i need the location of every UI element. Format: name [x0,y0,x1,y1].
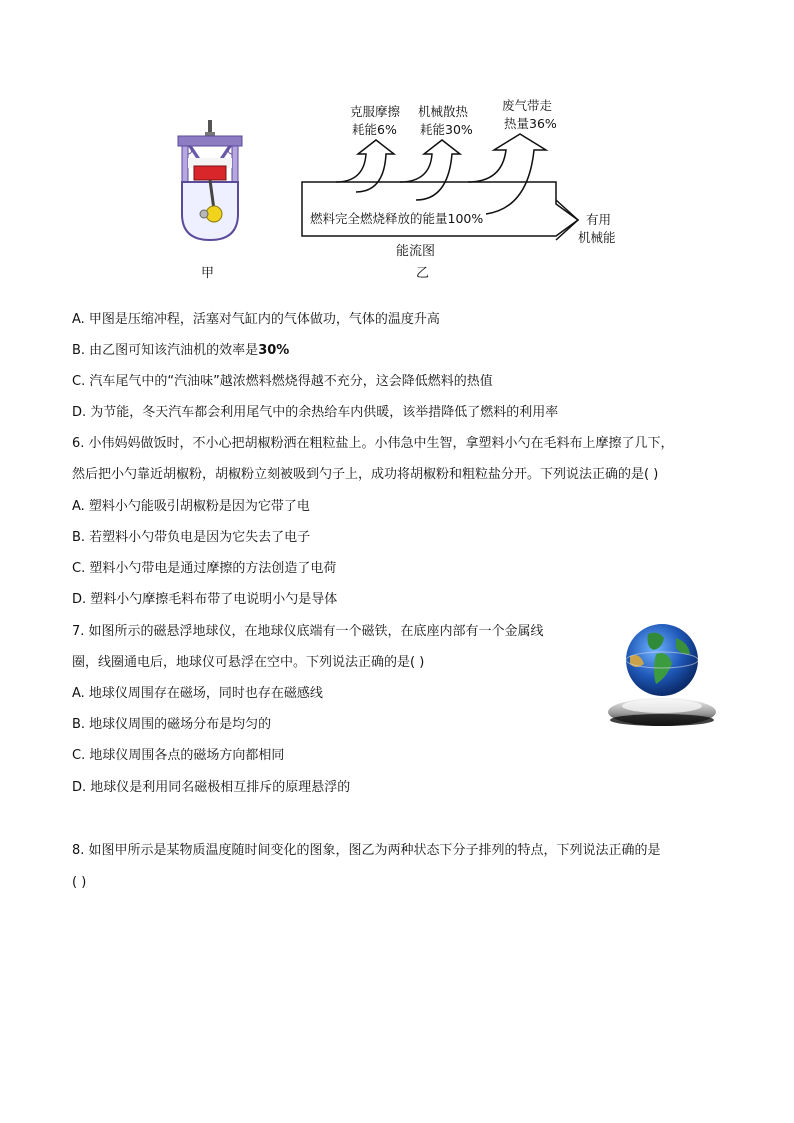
engine-cylinder-figure [170,118,250,246]
engine-figure-label: 甲 [201,266,215,281]
flow-diagram-label: 乙 [416,266,430,281]
flow-loss1-line1: 克服摩擦 [350,104,401,119]
q5-option-d: D. 为节能，冬天汽车都会利用尾气中的余热给车内供暖，该举措降低了燃料的利用率 [72,405,559,420]
q6-option-c: C. 塑料小勺带电是通过摩擦的方法创造了电荷 [72,561,337,576]
q8-stem-line1: 8. 如图甲所示是某物质温度随时间变化的图象，图乙为两种状态下分子排列的特点，下列说法正确的是 [72,843,661,858]
q7-stem-line1: 7. 如图所示的磁悬浮地球仪，在地球仪底端有一个磁铁，在底座内部有一个金属线 [72,624,544,639]
flow-output-line2: 机械能 [578,230,616,245]
q6-stem-line2: 然后把小勺靠近胡椒粉，胡椒粉立刻被吸到勺子上，成功将胡椒粉和粗粒盐分开。下列说法正确的是( ) [72,467,659,482]
flow-loss2-line1: 机械散热 [418,104,469,119]
flow-output-line1: 有用 [586,212,612,227]
globe-icon [606,620,722,738]
energy-flow-diagram [296,96,626,258]
q5-option-b-value: 30% [258,343,290,358]
engine-cylinder-icon [170,118,250,246]
q7-stem-line2: 圈，线圈通电后，地球仪可悬浮在空中。下列说法正确的是( ) [72,655,425,670]
energy-flow-svg [296,96,626,258]
q5-option-b-text: B. 由乙图可知该汽油机的效率是 [72,343,259,358]
flow-diagram-caption: 能流图 [396,244,436,259]
q5-option-b [72,342,289,360]
flow-loss1-line2: 耗能6% [352,122,397,137]
q6-option-b: B. 若塑料小勺带负电是因为它失去了电子 [72,530,311,545]
q6-option-a: A. 塑料小勺能吸引胡椒粉是因为它带了电 [72,499,310,514]
q7-option-a: A. 地球仪周围存在磁场，同时也存在磁感线 [72,686,323,701]
q6-stem-line1: 6. 小伟妈妈做饭时，不小心把胡椒粉洒在粗粒盐上。小伟急中生智，拿塑料小勺在毛料布上摩擦了几下， [72,436,674,451]
flow-loss3-line1: 废气带走 [502,98,553,113]
maglev-globe-image [606,620,722,738]
q7-option-b: B. 地球仪周围的磁场分布是均匀的 [72,717,272,732]
q7-option-d: D. 地球仪是利用同名磁极相互排斥的原理悬浮的 [72,780,351,795]
flow-loss3-line2: 热量36% [504,116,557,131]
q7-option-c: C. 地球仪周围各点的磁场方向都相同 [72,748,285,763]
q8-stem-line2: ( ) [72,875,87,890]
flow-input-text: 燃料完全燃烧释放的能量100% [310,211,484,226]
q5-option-c: C. 汽车尾气中的“汽油味”越浓燃料燃烧得越不充分，这会降低燃料的热值 [72,374,493,389]
q6-option-d: D. 塑料小勺摩擦毛料布带了电说明小勺是导体 [72,592,338,607]
flow-loss2-line2: 耗能30% [420,122,473,137]
q5-option-a: A. 甲图是压缩冲程，活塞对气缸内的气体做功，气体的温度升高 [72,312,440,327]
